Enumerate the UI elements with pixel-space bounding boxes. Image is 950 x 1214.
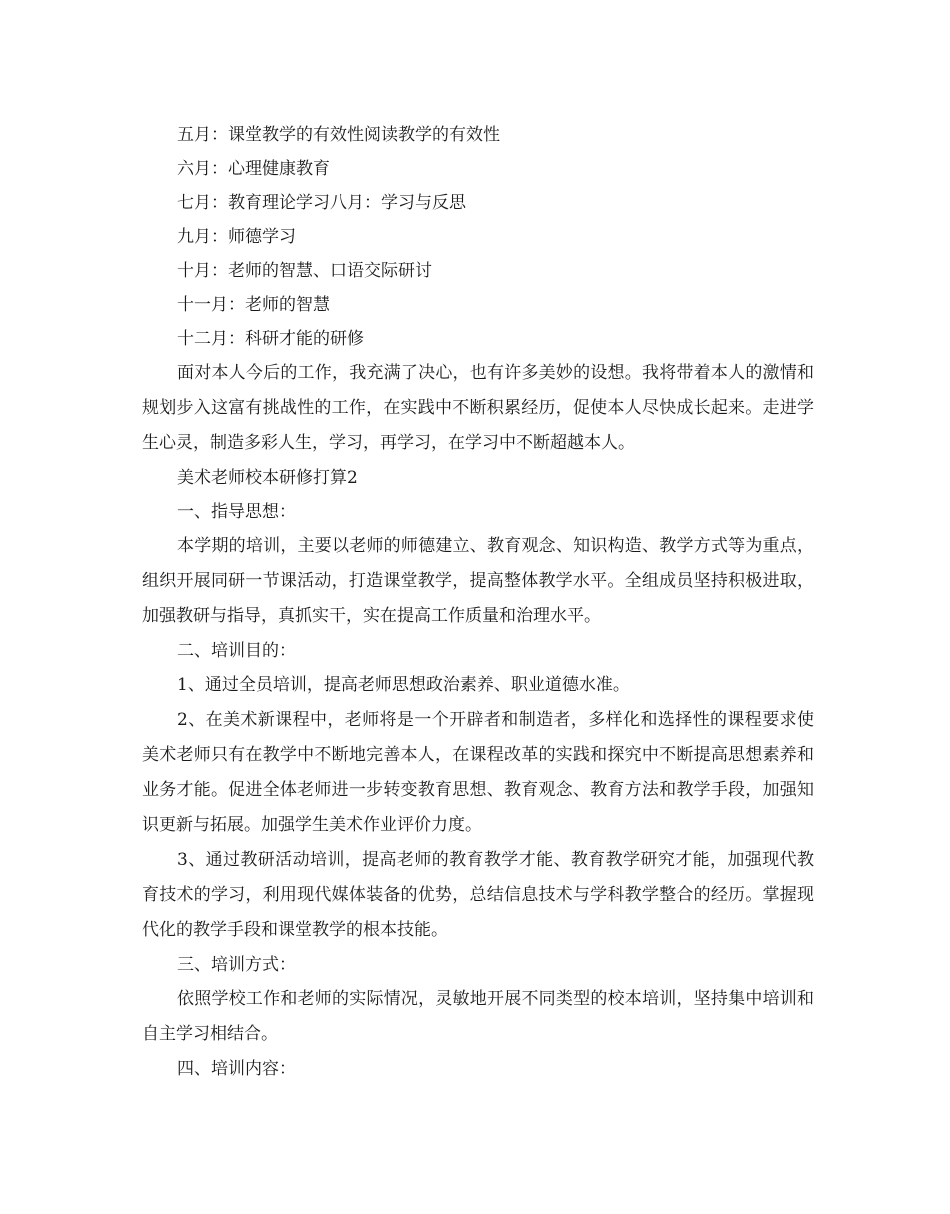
schedule-october: 十月：老师的智慧、口语交际研讨 (177, 261, 432, 281)
schedule-november: 十一月：老师的智慧 (177, 295, 330, 315)
schedule-may: 五月：课堂教学的有效性阅读教学的有效性 (177, 125, 500, 145)
schedule-september: 九月：师德学习 (177, 227, 296, 247)
schedule-december: 十二月：科研才能的研修 (177, 329, 364, 349)
paragraph-guiding-thought: 本学期的培训，主要以老师的师德建立、教育观念、知识构造、教学方式等为重点，组织开展同研一节课活动，打造课堂教学，提高整体教学水平。全组成员坚持积极进取，加强教研与指导，真抓实干，实在提高工作质量和治理水平。 (142, 536, 814, 626)
goal-item-2: 2、在美术新课程中，老师将是一个开辟者和制造者，多样化和选择性的课程要求使美术老师只有在教学中不断地完善本人，在课程改革的实践和探究中不断提高思想素养和业务才能。促进全体老师进一步转变教育思想、教育观念、教育方法和教学手段，加强知识更新与拓展。加强学生美术作业评价力度。 (142, 710, 814, 835)
heading-training-goals: 二、培训目的： (177, 641, 296, 661)
goal-item-3: 3、通过教研活动培训，提高老师的教育教学才能、教育教学研究才能，加强现代教育技术的学习，利用现代媒体装备的优势，总结信息技术与学科教学整合的经历。掌握现代化的教学手段和课堂教学的根本技能。 (142, 850, 814, 940)
paragraph-training-method: 依照学校工作和老师的实际情况，灵敏地开展不同类型的校本培训，坚持集中培训和自主学习相结合。 (142, 989, 814, 1044)
schedule-july-august: 七月：教育理论学习八月：学习与反思 (177, 193, 466, 213)
goal-item-1: 1、通过全员培训，提高老师思想政治素养、职业道德水准。 (177, 675, 630, 695)
heading-training-method: 三、培训方式： (177, 955, 296, 975)
document-body (142, 118, 814, 1086)
heading-guiding-thought: 一、指导思想： (177, 502, 296, 522)
heading-training-content: 四、培训内容： (177, 1059, 296, 1079)
section-title: 美术老师校本研修打算2 (177, 468, 358, 488)
schedule-june: 六月：心理健康教育 (177, 159, 330, 179)
paragraph-outlook: 面对本人今后的工作，我充满了决心，也有许多美妙的设想。我将带着本人的激情和规划步入这富有挑战性的工作，在实践中不断积累经历，促使本人尽快成长起来。走进学生心灵，制造多彩人生，学习，再学习，在学习中不断超越本人。 (142, 363, 814, 453)
